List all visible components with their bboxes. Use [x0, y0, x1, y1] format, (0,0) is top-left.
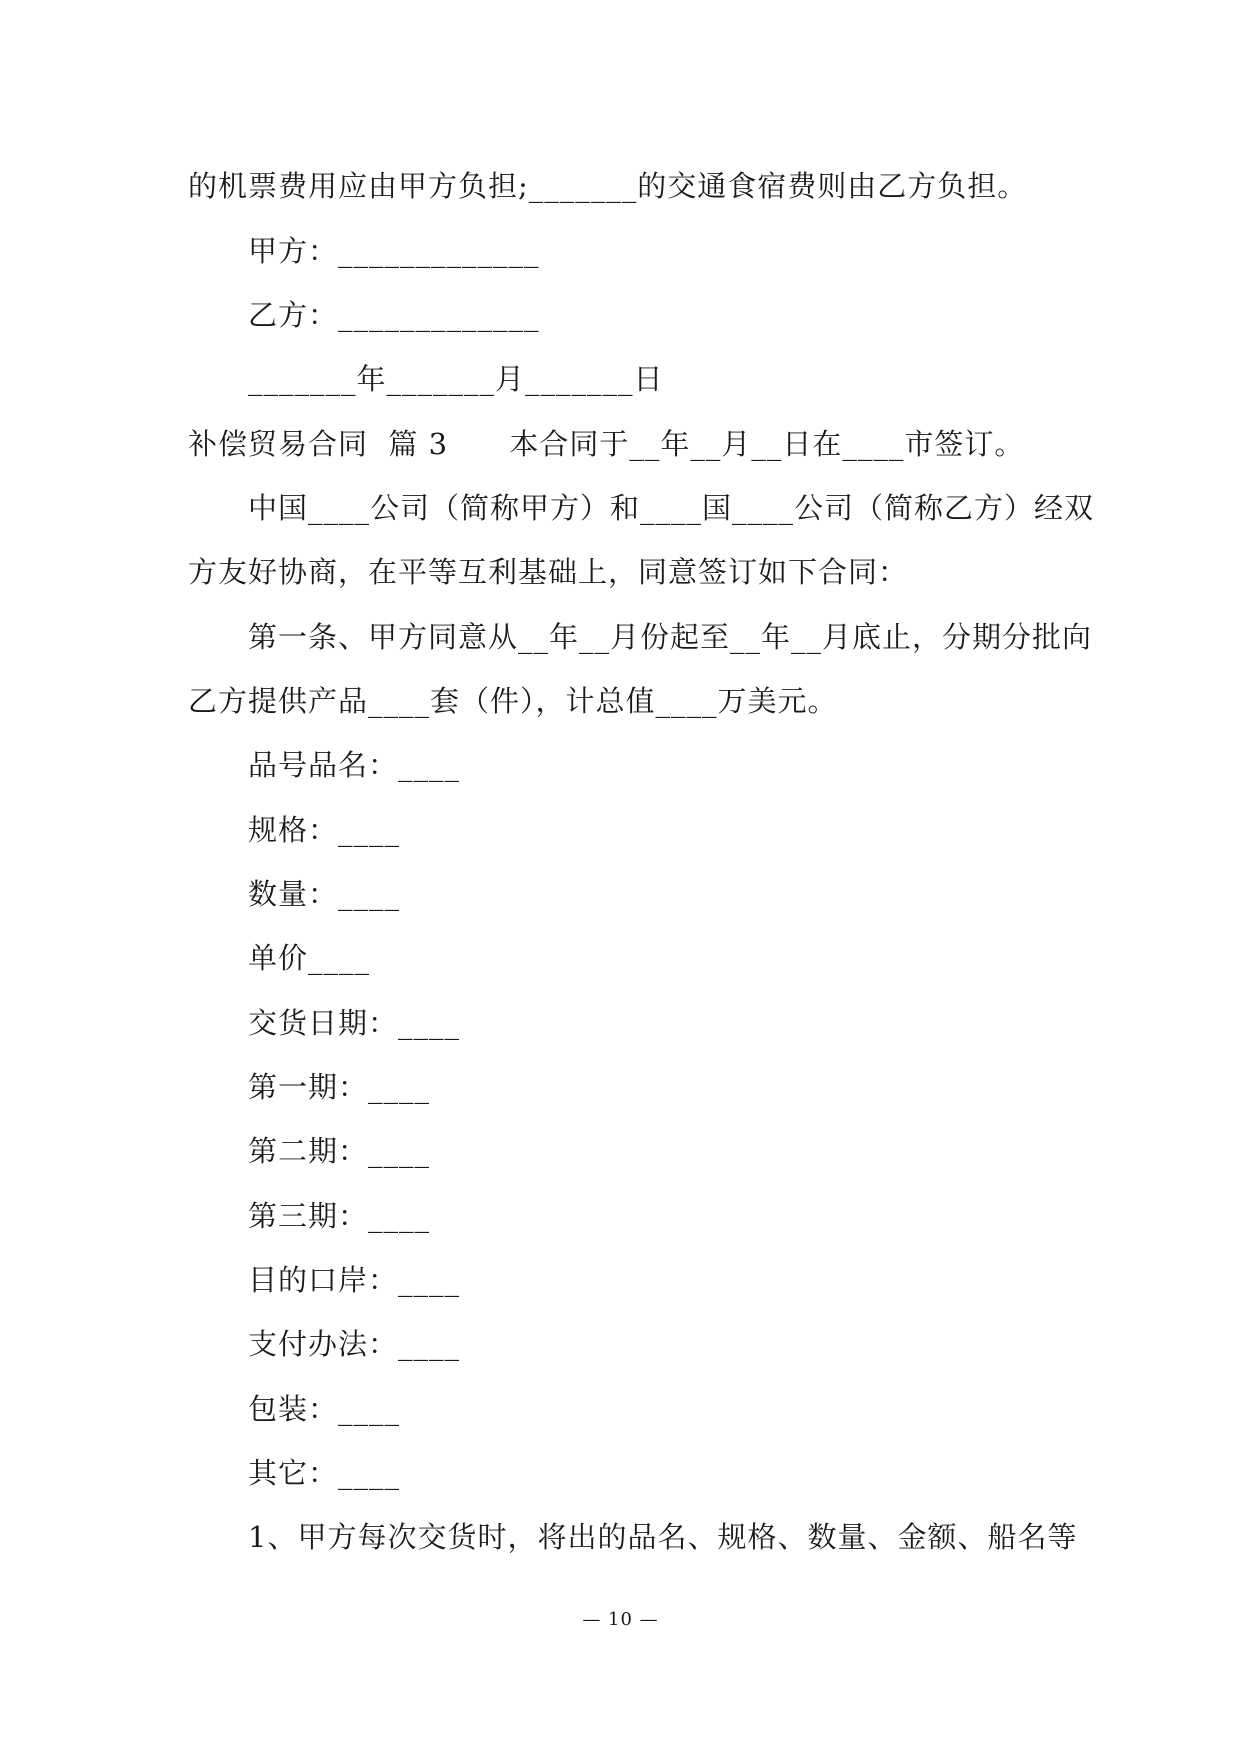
field-phase-1: 第一期：____ [248, 1070, 431, 1104]
body-line-parties: 中国____公司（简称甲方）和____国____公司（简称乙方）经双 [248, 491, 1095, 525]
field-quantity: 数量：____ [248, 877, 401, 911]
party-b-signature-line: 乙方：_____________ [248, 298, 540, 332]
field-other: 其它：____ [248, 1456, 401, 1490]
article-1-line: 第一条、甲方同意从__年__月份起至__年__月底止，分期分批向 [248, 620, 1093, 654]
field-destination-port: 目的口岸：____ [248, 1263, 461, 1297]
page-number: — 10 — [582, 1609, 659, 1630]
date-line: _______年_______月_______日 [248, 362, 664, 396]
field-packaging: 包装：____ [248, 1392, 401, 1426]
body-line-agreement: 方友好协商，在平等互利基础上，同意签订如下合同： [188, 555, 909, 589]
article-1-line-cont: 乙方提供产品____套（件），计总值____万美元。 [188, 684, 838, 718]
field-phase-3: 第三期：____ [248, 1199, 431, 1233]
field-delivery-date: 交货日期：____ [248, 1006, 461, 1040]
body-line-1: 的机票费用应由甲方负担;_______的交通食宿费则由乙方负担。 [188, 169, 1028, 203]
field-phase-2: 第二期：____ [248, 1134, 431, 1168]
party-a-signature-line: 甲方：_____________ [248, 234, 540, 268]
field-specification: 规格：____ [248, 813, 401, 847]
clause-1-line: 1、甲方每次交货时，将出的品名、规格、数量、金额、船名等 [248, 1520, 1078, 1554]
field-unit-price: 单价____ [248, 941, 371, 975]
field-product-name: 品号品名：____ [248, 748, 461, 782]
field-payment-method: 支付办法：____ [248, 1327, 461, 1361]
contract-heading-line: 补偿贸易合同 篇 3 本合同于__年__月__日在____市签订。 [188, 427, 1025, 461]
